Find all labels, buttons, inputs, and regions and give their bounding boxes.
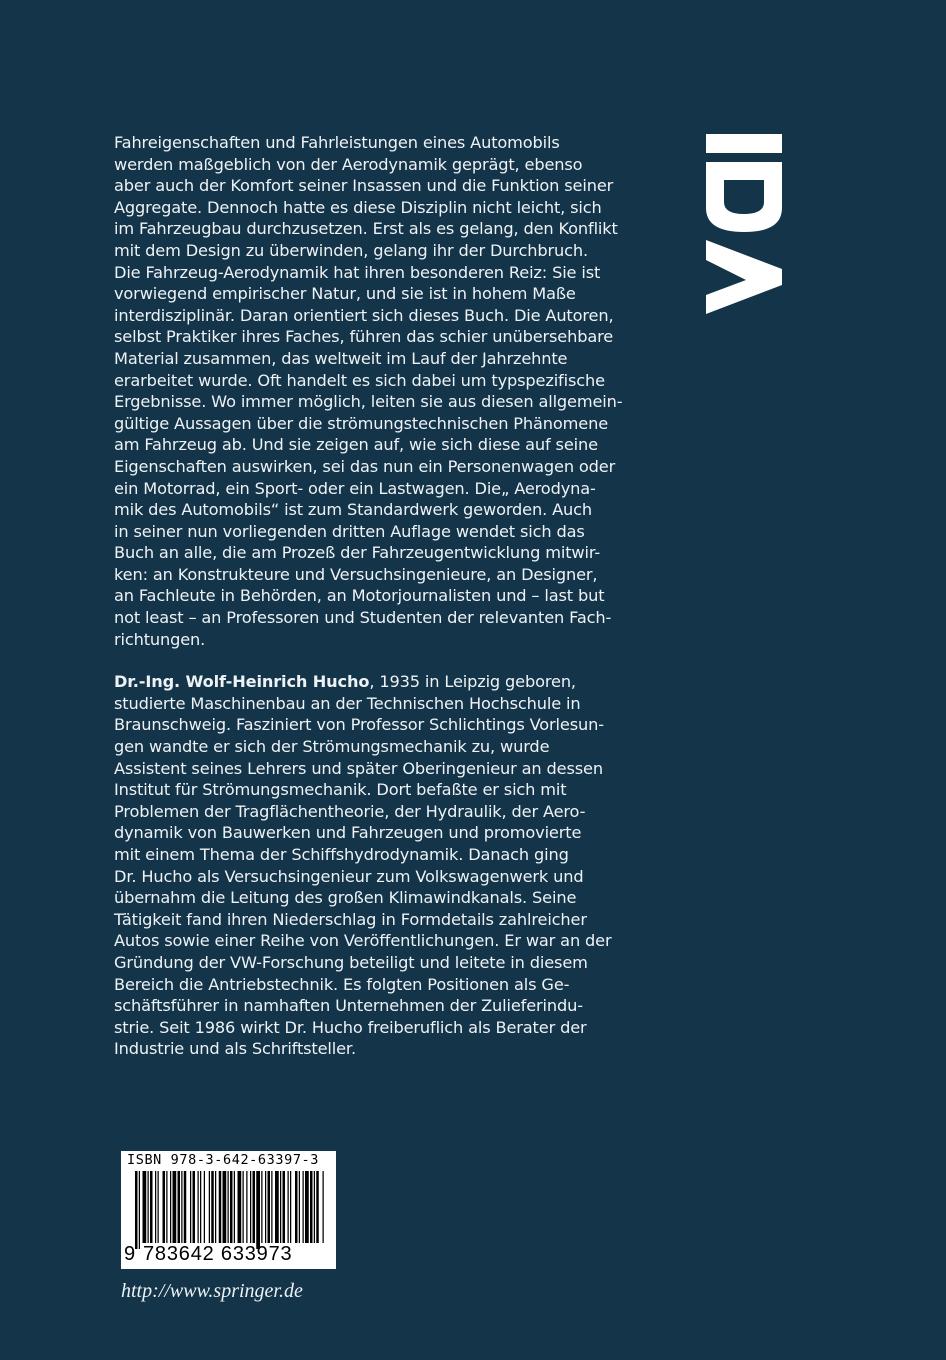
description-line: Buch an alle, die am Prozeß der Fahrzeugentwicklung mitwir- [114, 543, 601, 563]
author-bio-line: mit einem Thema der Schiffshydrodynamik. Danach ging [114, 845, 569, 864]
barcode-bar [271, 1171, 272, 1243]
barcode-bar [204, 1171, 205, 1243]
barcode-bar [139, 1171, 140, 1249]
barcode-bar [163, 1171, 166, 1243]
barcode-digit-first: 9 [124, 1243, 136, 1265]
barcode-bar [215, 1171, 216, 1243]
barcode-bar [316, 1171, 319, 1243]
barcode-bar [155, 1171, 156, 1243]
barcode-bar [290, 1171, 291, 1243]
description-line: Fahreigenschaften und Fahrleistungen eines Automobils [114, 133, 560, 152]
barcode-bar [295, 1171, 298, 1243]
author-bio-first-line: , 1935 in Leipzig geboren, [369, 672, 576, 692]
barcode-digits-rest: 783642 633973 [143, 1243, 293, 1265]
barcode-bar [280, 1171, 281, 1243]
description-line: Material zusammen, das weltweit im Lauf der Jahrzehnte [114, 348, 568, 368]
barcode-bar [219, 1171, 222, 1243]
description-line: an Fachleute in Behörden, an Motorjournalisten und – last but [114, 586, 605, 606]
author-bio-line: Industrie und als Schriftsteller. [114, 1039, 356, 1059]
author-bio-line: gen wandte er sich der Strömungsmechanik zu, wurde [114, 737, 550, 757]
barcode-bar [184, 1171, 187, 1243]
author-bio-line: Problemen der Tragflächentheorie, der Hydraulik, der Aero- [114, 801, 586, 821]
description-line: werden maßgeblich von der Aerodynamik geprägt, ebenso [114, 154, 583, 174]
author-bio-line: Dr. Hucho als Versuchsingenieur zum Volkswagenwerk und [114, 866, 584, 886]
barcode-bar [299, 1171, 300, 1243]
author-bio-line: Tätigkeit fand ihren Niederschlag in Formdetails zahlreicher [114, 909, 587, 929]
description-paragraph [114, 132, 634, 650]
barcode-bar [234, 1171, 235, 1243]
barcode-bar [166, 1171, 167, 1243]
description-line: Ergebnisse. Wo immer möglich, leiten sie aus diesen allgemein- [114, 392, 623, 412]
description-line: ken: an Konstrukteure und Versuchsingenieure, an Designer, [114, 564, 598, 584]
barcode-bar [228, 1171, 229, 1243]
barcode-bar [305, 1171, 309, 1243]
barcode-bar [173, 1171, 177, 1243]
barcode-bar [190, 1171, 191, 1243]
author-bio-line: dynamik von Bauwerken und Fahrzeugen und promovierte [114, 823, 582, 843]
barcode-bar [223, 1171, 227, 1243]
barcode-bar [181, 1171, 182, 1243]
barcode-bar [261, 1171, 262, 1243]
barcode-bar [288, 1171, 289, 1243]
description-line: Die Fahrzeug-Aerodynamik hat ihren besonderen Reiz: Sie ist [114, 262, 601, 282]
barcode-bar [158, 1171, 159, 1243]
author-bio-line: studierte Maschinenbau an der Technischen Hochschule in [114, 693, 581, 713]
barcode-bar [265, 1171, 266, 1243]
barcode-bar [230, 1171, 233, 1243]
author-bio-line: übernahm die Leitung des großen Klimawindkanals. Seine [114, 888, 577, 908]
author-bio-line: Braunschweig. Fasziniert von Professor Schlichtings Vorlesun- [114, 715, 604, 735]
barcode-bar [314, 1171, 315, 1243]
description-line: interdisziplinär. Daran orientiert sich dieses Buch. Die Autoren, [114, 305, 614, 325]
barcode-bar [209, 1171, 210, 1243]
author-bio-line: Autos sowie einer Reihe von Veröffentlichungen. Er war an der [114, 931, 612, 951]
barcode-bar [135, 1171, 138, 1249]
barcode-bar [150, 1171, 153, 1243]
barcode-bar [143, 1171, 147, 1243]
barcode-bar [253, 1171, 256, 1243]
isbn-barcode [121, 1151, 336, 1269]
description-line: Eigenschaften auswirken, sei das nun ein Personenwagen oder [114, 456, 616, 476]
barcode-bar [303, 1171, 304, 1243]
author-bio-line: Assistent seines Lehrers und später Oberingenieur an dessen [114, 758, 603, 778]
description-line: ein Motorrad, ein Sport- oder ein Lastwagen. Die„ Aerodyna- [114, 478, 596, 498]
description-line: gültige Aussagen über die strömungstechnischen Phänomene [114, 413, 608, 433]
description-line: selbst Praktiker ihres Faches, führen das schier unübersehbare [114, 327, 614, 347]
description-line: Aggregate. Dennoch hatte es diese Disziplin nicht leicht, sich [114, 197, 602, 217]
barcode-bar [256, 1171, 260, 1249]
author-bio-line: Bereich die Antriebstechnik. Es folgten Positionen als Ge- [114, 974, 570, 994]
description-line: erarbeitet wurde. Oft handelt es sich dabei um typspezifische [114, 370, 605, 390]
vdi-logo [706, 134, 782, 314]
barcode-bar [193, 1171, 196, 1243]
author-bio-line: Gründung der VW-Forschung beteiligt und leitete in diesem [114, 952, 588, 972]
author-name: Dr.-Ing. Wolf-Heinrich Hucho [114, 672, 370, 692]
description-line: mit dem Design zu überwinden, gelang ihr der Durchbruch. [114, 240, 588, 260]
barcode-bar [170, 1171, 171, 1243]
description-line: mik des Automobils“ ist zum Standardwerk geworden. Auch [114, 500, 592, 520]
barcode-bar [243, 1171, 244, 1243]
description-line: aber auch der Komfort seiner Insassen und die Funktion seiner [114, 176, 614, 196]
barcode-bar [283, 1171, 286, 1243]
barcode-bar [200, 1171, 201, 1243]
isbn-label: ISBN 978-3-642-63397-3 [127, 1152, 320, 1168]
author-bio-line: Institut für Strömungsmechanik. Dort befaßte er sich mit [114, 780, 567, 800]
description-line: in seiner nun vorliegenden dritten Auflage wendet sich das [114, 521, 585, 541]
author-bio-paragraph [114, 671, 634, 1060]
description-line: richtungen. [114, 629, 206, 649]
barcode-bar [275, 1171, 279, 1243]
publisher-url[interactable]: http://www.springer.de [121, 1280, 303, 1302]
author-bio-line: schäftsführer in namhaften Unternehmen der Zulieferindu- [114, 996, 583, 1016]
barcode-bar [268, 1171, 271, 1243]
barcode-bar [148, 1171, 149, 1243]
description-line: am Fahrzeug ab. Und sie zeigen auf, wie sich diese auf seine [114, 435, 598, 455]
author-bio-line: strie. Seit 1986 wirkt Dr. Hucho freiberuflich als Berater der [114, 1017, 587, 1037]
barcode-bar [246, 1171, 247, 1243]
description-line: not least – an Professoren und Studenten der relevanten Fach- [114, 608, 612, 628]
barcode-bar [178, 1171, 181, 1243]
description-line: vorwiegend empirischer Natur, und sie ist in hohem Maße [114, 284, 576, 304]
barcode-bar [211, 1171, 214, 1243]
barcode-bar [250, 1171, 251, 1243]
barcode-bar [238, 1171, 242, 1243]
back-cover-text [114, 132, 634, 1060]
barcode-bar [198, 1171, 199, 1243]
barcode-bar [323, 1171, 324, 1243]
barcode-bar [310, 1171, 313, 1243]
description-line: im Fahrzeugbau durchzusetzen. Erst als es gelang, den Konflikt [114, 219, 618, 239]
